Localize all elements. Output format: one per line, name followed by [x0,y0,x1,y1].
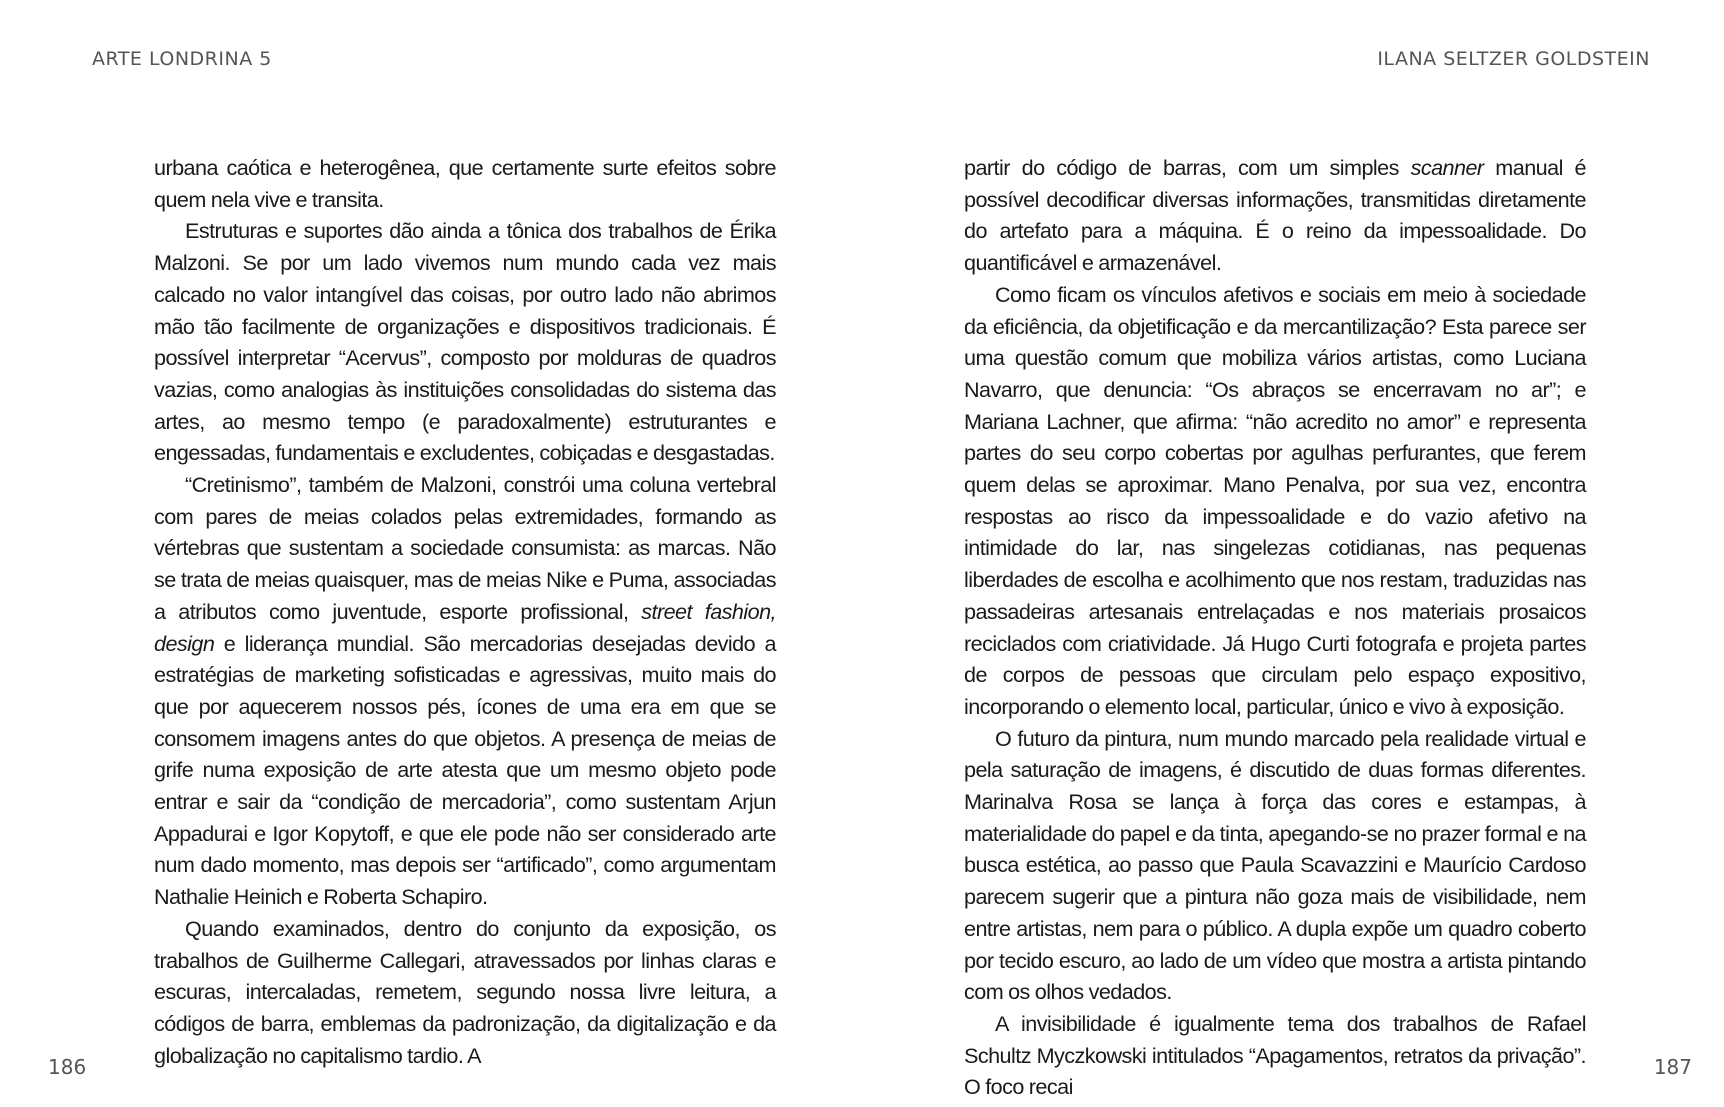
italic-term: scanner [1410,155,1484,180]
paragraph [964,152,1586,279]
text-run: Estruturas e suportes dão ainda a tônica dos trabalhos de Érika Malzoni. Se por um lado vivemos num mundo cada vez mais calcado no valor intangível das coisas, por outro lado não abrimos mão tão facilmente de organizações e dispositivos tradicionais. É possível interpretar “Acervus”, composto por molduras de quadros vazias, como analogias às instituições consolidadas do sistema das artes, ao mesmo tempo (e paradoxalmente) estruturantes e engessadas, fundamentais e excludentes, cobiçadas e desgastadas. [154,218,776,466]
text-run: partir do código de barras, com um simples [964,155,1411,180]
paragraph [964,1008,1586,1103]
running-head-left: ARTE LONDRINA 5 [92,48,272,70]
paragraph [964,723,1586,1008]
text-run: e liderança mundial. São mercadorias desejadas devido a estratégias de marketing sofisticadas e agressivas, muito mais do que por aquecerem nossos pés, ícones de uma era em que se consomem imagens antes do que objetos. A presença de meias de grife numa exposição de arte atesta que um mesmo objeto pode entrar e sair da “condição de mercadoria”, como sustentam Arjun Appadurai e Igor Kopytoff, e que ele pode não ser considerado arte num dado momento, mas depois ser “artificado”, como argumentam Nathalie Heinich e Roberta Schapiro. [154,630,776,910]
text-run: Como ficam os vínculos afetivos e sociais em meio à sociedade da eficiência, da objetificação e da mercantilização? Esta parece ser uma questão comum que mobiliza vários artistas, como Luciana Navarro, que denuncia: “Os abraços se encerravam no ar”; e Mariana Lachner, que afirma: “não acredito no amor” e representa partes do seu corpo cobertas por agulhas perfurantes, que ferem quem delas se aproximar. Mano Penalva, por sua vez, encontra respostas ao risco da impessoalidade e do vazio afetivo na intimidade do lar, nas singelezas cotidianas, nas pequenas liberdades de escolha e acolhimento que nos restam, traduzidas nas passadeiras artesanais entrelaçadas e nos materiais prosaicos reciclados com criatividade. Já Hugo Curti fotografa e projeta partes de corpos de pessoas que circulam pelo espaço expositivo, incorporando o elemento local, particular, único e vivo à exposição. [964,281,1586,719]
text-run: “Cretinismo”, também de Malzoni, constrói uma coluna vertebral com pares de meias colados pelas extremidades, formando as vértebras que sustentam a sociedade consumista: as marcas. Não se trata de meias quaisquer, mas de meias Nike e Puma, associadas a atributos como juventude, esporte profissional, [154,472,776,624]
text-run: manual é possível decodificar diversas informações, transmitidas diretamente do artefato para a máquina. É o reino da impessoalidade. Do quantificável e armazenável. [964,155,1587,276]
text-run: Quando examinados, dentro do conjunto da exposição, os trabalhos de Guilherme Callegari, atravessados por linhas claras e escuras, intercaladas, remetem, segundo nossa livre leitura, a códigos de barra, emblemas da padronização, da digitalização e da globalização no capitalismo tardio. A [154,915,776,1068]
page-number-right: 187 [1653,1055,1692,1079]
paragraph [154,152,776,215]
paragraph [154,913,776,1072]
text-run: A invisibilidade é igualmente tema dos trabalhos de Rafael Schultz Myczkowski intitulados “Apagamentos, retratos da privação”. O foco recai [964,1010,1586,1100]
page-number-left: 186 [48,1055,87,1079]
paragraph [154,215,776,469]
right-page-body [964,152,1586,1103]
italic-term: street fashion, design [154,598,777,656]
text-run: O futuro da pintura, num mundo marcado pela realidade virtual e pela saturação de imagens, é discutido de duas formas diferentes. Marinalva Rosa se lança à força das cores e estampas, à materialidade do papel e da tinta, apegando-se no prazer formal e na busca estética, ao passo que Paula Scavazzini e Maurício Cardoso parecem sugerir que a pintura não goza mais de visibilidade, nem entre artistas, nem para o público. A dupla expõe um quadro coberto por tecido escuro, ao lado de um vídeo que mostra a artista pintando com os olhos vedados. [964,725,1586,1005]
running-head-right: ILANA SELTZER GOLDSTEIN [1377,48,1650,70]
paragraph [964,279,1586,723]
left-page-body [154,152,776,1071]
paragraph [154,469,776,913]
text-run: urbana caótica e heterogênea, que certamente surte efeitos sobre quem nela vive e transita. [154,155,776,212]
